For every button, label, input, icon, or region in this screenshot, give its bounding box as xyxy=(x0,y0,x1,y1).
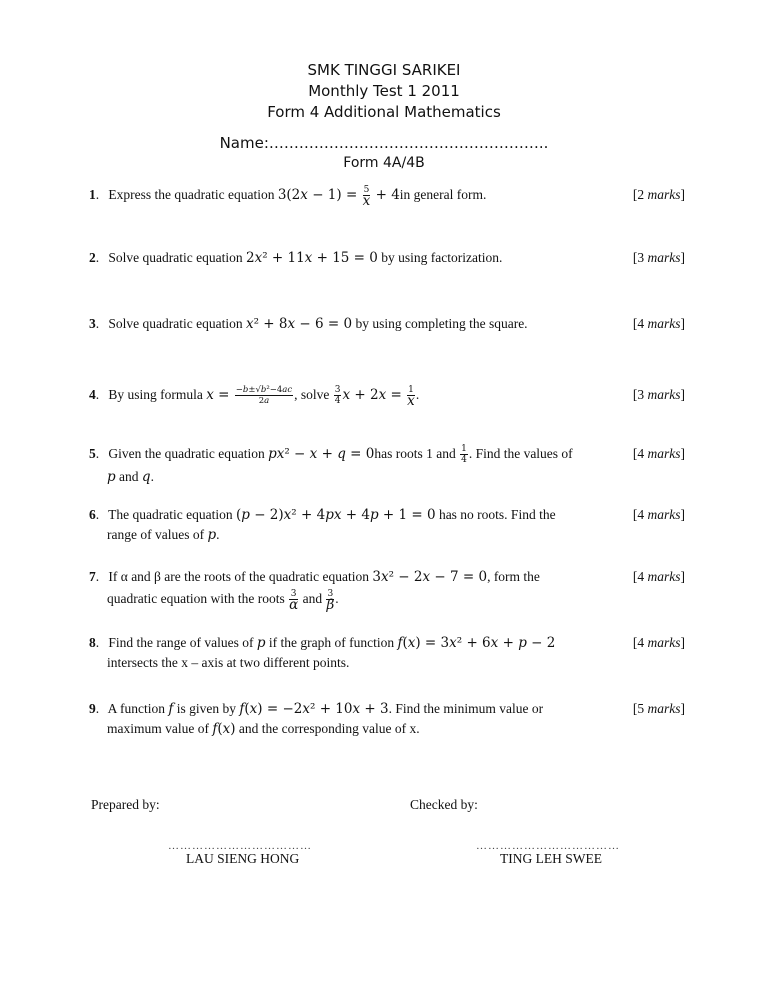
equation: f(x) = −2x² + 10x + 3 xyxy=(239,701,389,717)
school-name: SMK TINGGI SARIKEI xyxy=(307,61,461,79)
root-alpha: $\frac{3}{\alpha}$ xyxy=(289,589,299,614)
root-beta: $\frac{3}{\beta}$ xyxy=(326,589,335,614)
question-text: Given the quadratic equation xyxy=(108,446,265,461)
question-text-line2: intersects the x – axis at two different points. xyxy=(107,655,350,670)
question-text-line2: range of values of xyxy=(107,527,205,542)
question-text-end: by using completing the square. xyxy=(355,316,528,331)
question-number: 1 xyxy=(89,187,96,202)
question-2: 2. Solve quadratic equation 2x² + 11x + 15 = 0 by using factorization. [3 marks] xyxy=(89,250,685,266)
root-fraction: $\frac{1}{4}$ xyxy=(461,444,467,466)
equation: x² + 8x − 6 = 0 xyxy=(245,316,353,332)
question-text: Find the range of values of xyxy=(108,635,254,650)
subject-title: Form 4 Additional Mathematics xyxy=(267,103,501,121)
marks-label: [4 marks] xyxy=(632,316,685,331)
question-text-line2: maximum value of xyxy=(107,721,209,736)
question-6: 6. The quadratic equation (p − 2)x² + 4px + 4p + 1 = 0 has no roots. Find the [4 marks] range of values of p. xyxy=(89,507,685,543)
equation: px² − x + q = 0 xyxy=(268,446,375,462)
question-4: 4. By using formula x = $\frac{\text{−b±√b²−4ac}}{2a}$ , solve $\frac{3}{4}$ x + 2x = $\frac{1}{x}$ . [3 marks] xyxy=(89,385,685,409)
test-title: Monthly Test 1 2011 xyxy=(308,82,460,100)
question-text-end: by using factorization. xyxy=(381,250,503,265)
question-text-line2: and xyxy=(119,469,139,485)
question-text: Solve quadratic equation xyxy=(108,316,243,331)
form-label: Form 4A/4B xyxy=(343,155,425,171)
marks-label: [2 marks] xyxy=(632,187,685,202)
question-text-end: has no roots. Find the xyxy=(438,507,556,522)
question-text-end: Find the minimum value or xyxy=(395,701,544,716)
marks-label: [3 marks] xyxy=(632,387,685,402)
name-field xyxy=(0,134,768,152)
equation: 3x² − 2x − 7 = 0 xyxy=(372,569,488,585)
question-9: 9. A function f is given by f(x) = −2x² + 10x + 3. Find the minimum value or [5 marks] maximum value of f(x) and the corresponding value of x. xyxy=(89,701,685,737)
question-text-mid: has roots 1 and xyxy=(374,446,456,461)
equation: 3(2x − 1) = $\frac{5}{x}$ + 4 xyxy=(277,185,400,209)
equation: $\frac{3}{4}$ x + 2x = $\frac{1}{x}$ xyxy=(334,385,415,409)
checked-signature-line: ……………………………… xyxy=(476,840,620,852)
question-text-mid: if the graph of function xyxy=(268,635,395,650)
question-8: 8. Find the range of values of p if the graph of function f(x) = 3x² + 6x + p − 2 [4 marks] intersects the x – axis at two different points. xyxy=(89,635,685,670)
marks-label: [3 marks] xyxy=(632,250,685,265)
question-3: 3. Solve quadratic equation x² + 8x − 6 = 0 by using completing the square. [4 marks] xyxy=(89,316,685,332)
checked-by-label: Checked by: xyxy=(410,797,478,812)
question-text-end: Find the values of xyxy=(475,446,573,461)
question-text-end: in general form. xyxy=(399,187,487,202)
equation: (p − 2)x² + 4px + 4p + 1 = 0 xyxy=(235,507,436,523)
question-text: Solve quadratic equation xyxy=(108,250,243,265)
marks-label: [4 marks] xyxy=(632,569,685,584)
marks-label: [4 marks] xyxy=(632,635,685,650)
prepared-by-label: Prepared by: xyxy=(91,797,160,812)
prepared-name: LAU SIENG HONG xyxy=(186,851,300,866)
question-text: Express the quadratic equation xyxy=(108,187,275,202)
question-5: 5. Given the quadratic equation px² − x + q = 0has roots 1 and $\frac{1}{4}$ . Find the values of [4 marks] p and q. xyxy=(89,444,685,486)
equation: f(x) = 3x² + 6x + p − 2 xyxy=(397,635,556,651)
marks-label: [5 marks] xyxy=(632,701,685,716)
prepared-signature-line: ……………………………… xyxy=(168,840,312,852)
question-text: A function xyxy=(107,701,166,716)
marks-label: [4 marks] xyxy=(632,446,685,461)
question-text-mid: is given by xyxy=(176,701,237,716)
marks-label: [4 marks] xyxy=(632,507,685,522)
question-1: 1. Express the quadratic equation 3(2x − 1) = $\frac{5}{x}$ + 4in general form. [2 marks] xyxy=(89,185,685,209)
question-text-mid: solve xyxy=(300,387,330,402)
question-text-line2: quadratic equation with the roots xyxy=(107,591,285,606)
question-text: By using formula xyxy=(108,387,203,402)
question-text: If α and β are the roots of the quadratic equation xyxy=(108,569,369,584)
name-label: Name:……………………………………………….. xyxy=(219,134,549,152)
equation: 2x² + 11x + 15 = 0 xyxy=(245,250,378,266)
question-7: 7. If α and β are the roots of the quadratic equation 3x² − 2x − 7 = 0, form the [4 marks] quadratic equation with the roots $\frac{3}{\alpha}$ and $\frac{3}{\beta}$ . xyxy=(89,569,685,614)
question-text: The quadratic equation xyxy=(108,507,233,522)
checked-name: TING LEH SWEE xyxy=(500,851,602,866)
question-text-end: form the xyxy=(493,569,540,584)
quadratic-formula: x = $\frac{\text{−b±√b²−4ac}}{2a}$ xyxy=(206,385,293,406)
